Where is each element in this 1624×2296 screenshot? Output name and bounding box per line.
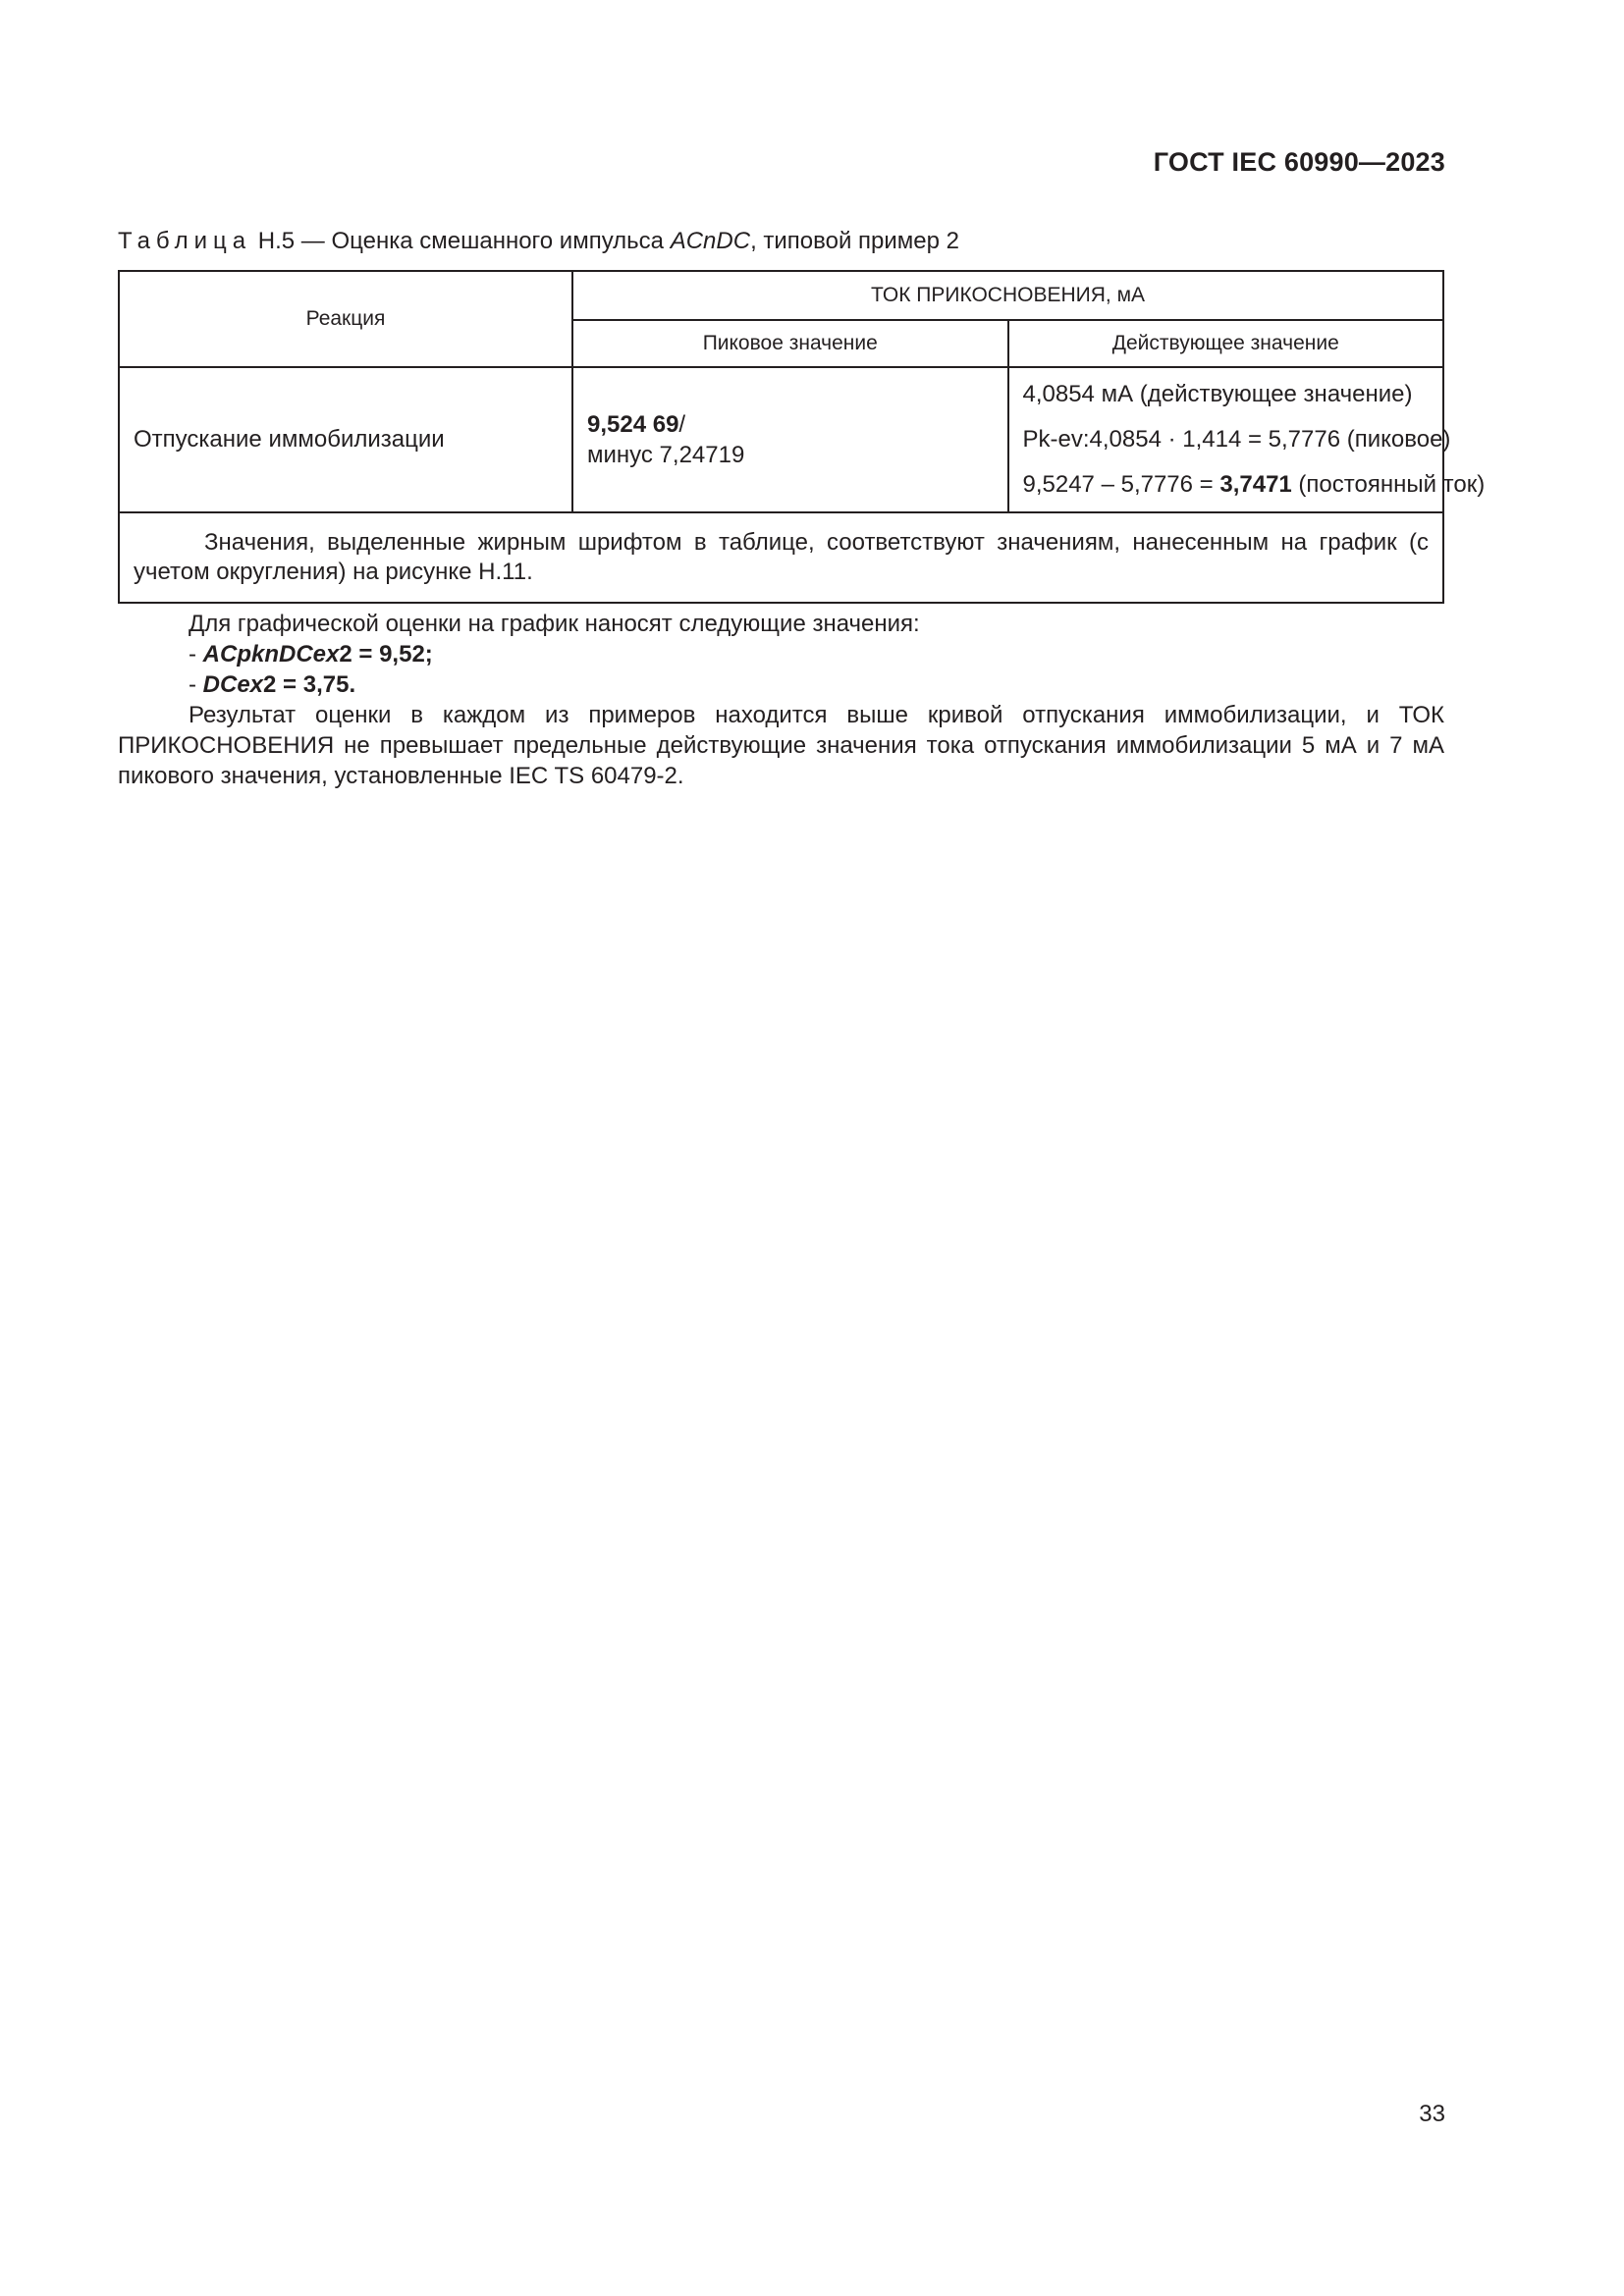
table-note-row	[119, 512, 1443, 603]
rms-line-3	[1022, 462, 1486, 507]
list-item-value: 2 = 3,75.	[263, 671, 356, 698]
table-caption-prefix: Таблица	[118, 228, 252, 254]
rms-line-1: 4,0854 мА (действующее значение)	[1022, 381, 1413, 407]
list-item-dash: -	[189, 671, 203, 698]
list-item	[118, 639, 1444, 669]
table-row	[119, 367, 1443, 512]
cell-rms-value	[1008, 367, 1486, 512]
rms-line-3-pre: 9,5247 – 5,7776 =	[1022, 471, 1220, 498]
intro-paragraph: Для графической оценки на график наносят следующие значения:	[189, 611, 920, 637]
rms-line-3-post: (постоянный ток)	[1291, 471, 1486, 498]
rms-line-3-bold: 3,7471	[1219, 471, 1292, 498]
header-peak-value: Пиковое значение	[572, 320, 1008, 367]
list-item	[118, 669, 1444, 700]
list-item-value: 2 = 9,52;	[339, 641, 433, 667]
document-standard-header: ГОСТ IEC 60990—2023	[1153, 147, 1445, 177]
table-caption-term: ACnDC	[670, 228, 751, 254]
header-touch-current: ТОК ПРИКОСНОВЕНИЯ, мА	[572, 271, 1443, 320]
conclusion-paragraph: Результат оценки в каждом из примеров находится выше кривой отпускания иммобилизации, и ТОК ПРИКОСНОВЕНИЯ не превышает предельные действующие значения тока отпускания иммобилизации 5 мА и 7 мА пикового значения, установленные IEC TS 60479-2.	[118, 702, 1444, 789]
list-item-term: ACpknDCex	[202, 641, 340, 667]
rms-line-2: Pk-ev:4,0854 · 1,414 = 5,7776 (пиковое)	[1022, 426, 1451, 453]
list-item-term: DCex	[202, 671, 264, 698]
peak-value-second: минус 7,24719	[587, 442, 745, 468]
page-number: 33	[1419, 2101, 1445, 2127]
header-rms-value: Действующее значение	[1008, 320, 1444, 367]
list-item-dash: -	[189, 641, 203, 667]
table-caption-suffix: , типовой пример 2	[750, 228, 960, 254]
evaluation-table	[118, 270, 1486, 604]
table-caption-number: Н.5 — Оценка смешанного импульса	[251, 228, 671, 254]
cell-reaction: Отпускание иммобилизации	[119, 367, 572, 512]
cell-peak-value	[572, 367, 1008, 512]
body-text	[118, 609, 1444, 791]
table-caption	[118, 228, 959, 255]
peak-value-slash: /	[678, 411, 686, 438]
table-note: Значения, выделенные жирным шрифтом в таблице, соответствуют значениям, нанесенным на график (с учетом округления) на рисунке Н.11.	[119, 512, 1443, 603]
table-header-row-1	[119, 271, 1443, 320]
peak-value-bold: 9,524 69	[587, 411, 679, 438]
header-reaction: Реакция	[119, 271, 572, 367]
